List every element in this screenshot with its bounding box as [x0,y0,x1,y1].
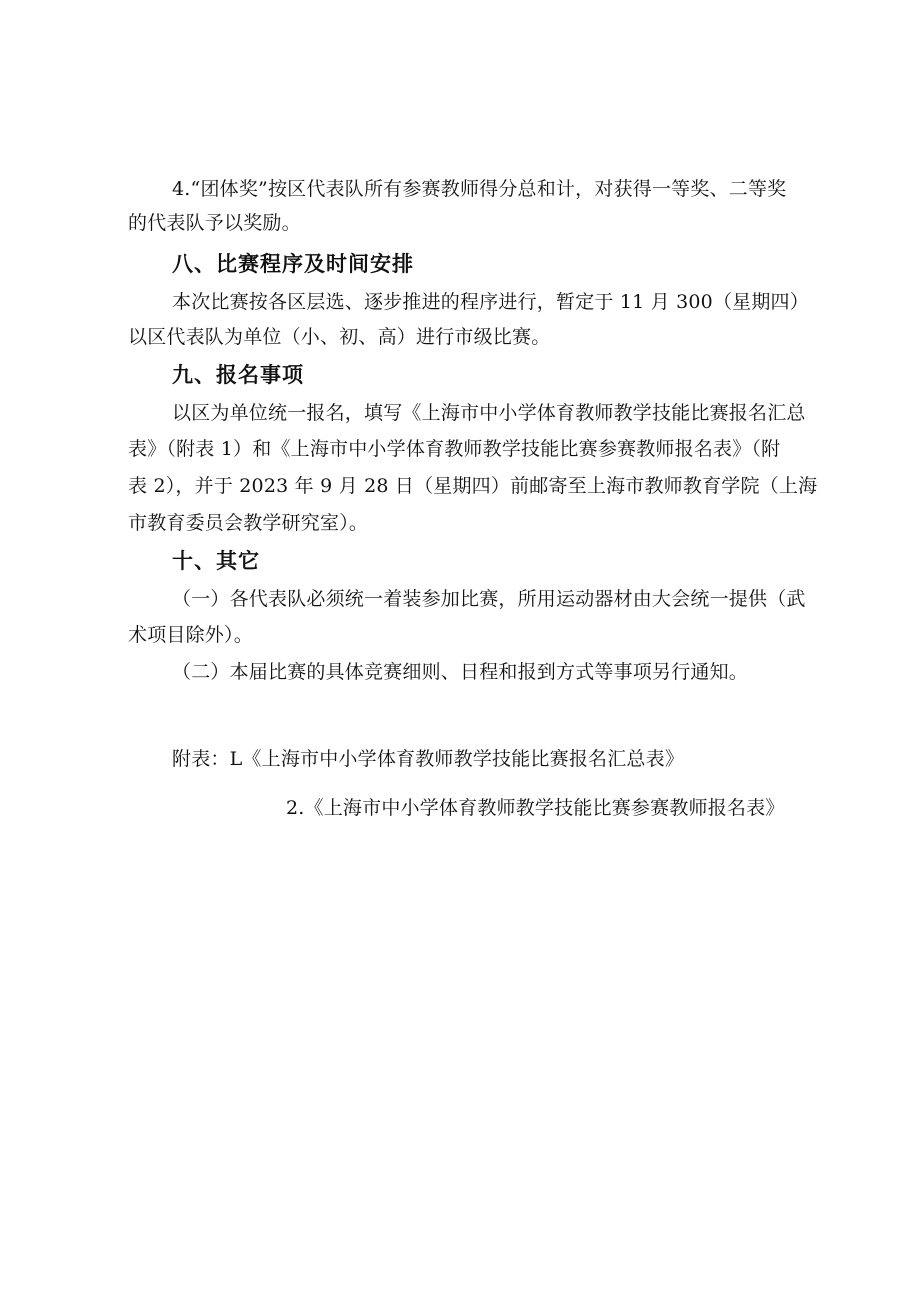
section-9-paragraph-line-1: 以区为单位统一报名，填写《上海市中小学体育教师教学技能比赛报名汇总 [172,402,806,424]
section-9-paragraph-line-3: 表 2），并于 2023 年 9 月 28 日（星期四）前邮寄至上海市教师教育学院（上海 [128,475,818,497]
award-rule-item-4-line-2: 的代表队予以奖励。 [128,212,301,234]
section-10-item-1-line-2: 术项目除外）。 [128,624,253,646]
section-9-paragraph-line-4: 市教育委员会教学研究室）。 [128,512,369,534]
attachment-list-item-1: 附表：L《上海市中小学体育教师教学技能比赛报名汇总表》 [172,748,685,770]
section-10-heading: 十、其它 [172,549,260,573]
award-rule-item-4-line-1: 4.“团体奖”按区代表队所有参赛教师得分总和计，对获得一等奖、二等奖 [172,178,787,200]
section-10-item-2: （二）本届比赛的具体竞赛细则、日程和报到方式等事项另行通知。 [172,661,749,683]
section-8-paragraph-line-2: 以区代表队为单位（小、初、高）进行市级比赛。 [128,326,551,348]
attachment-list-item-2: 2.《上海市中小学体育教师教学技能比赛参赛教师报名表》 [286,797,785,819]
section-8-heading: 八、比赛程序及时间安排 [172,252,414,276]
section-9-heading: 九、报名事项 [172,363,304,387]
section-8-paragraph-line-1: 本次比赛按各区层选、逐步推进的程序进行，暂定于 11 月 300（星期四） [172,291,809,313]
section-10-item-1-line-1: （一）各代表队必须统一着装参加比赛，所用运动器材由大会统一提供（武 [172,588,806,610]
section-9-paragraph-line-2: 表》（附表 1）和《上海市中小学体育教师教学技能比赛参赛教师报名表》（附 [128,438,781,460]
